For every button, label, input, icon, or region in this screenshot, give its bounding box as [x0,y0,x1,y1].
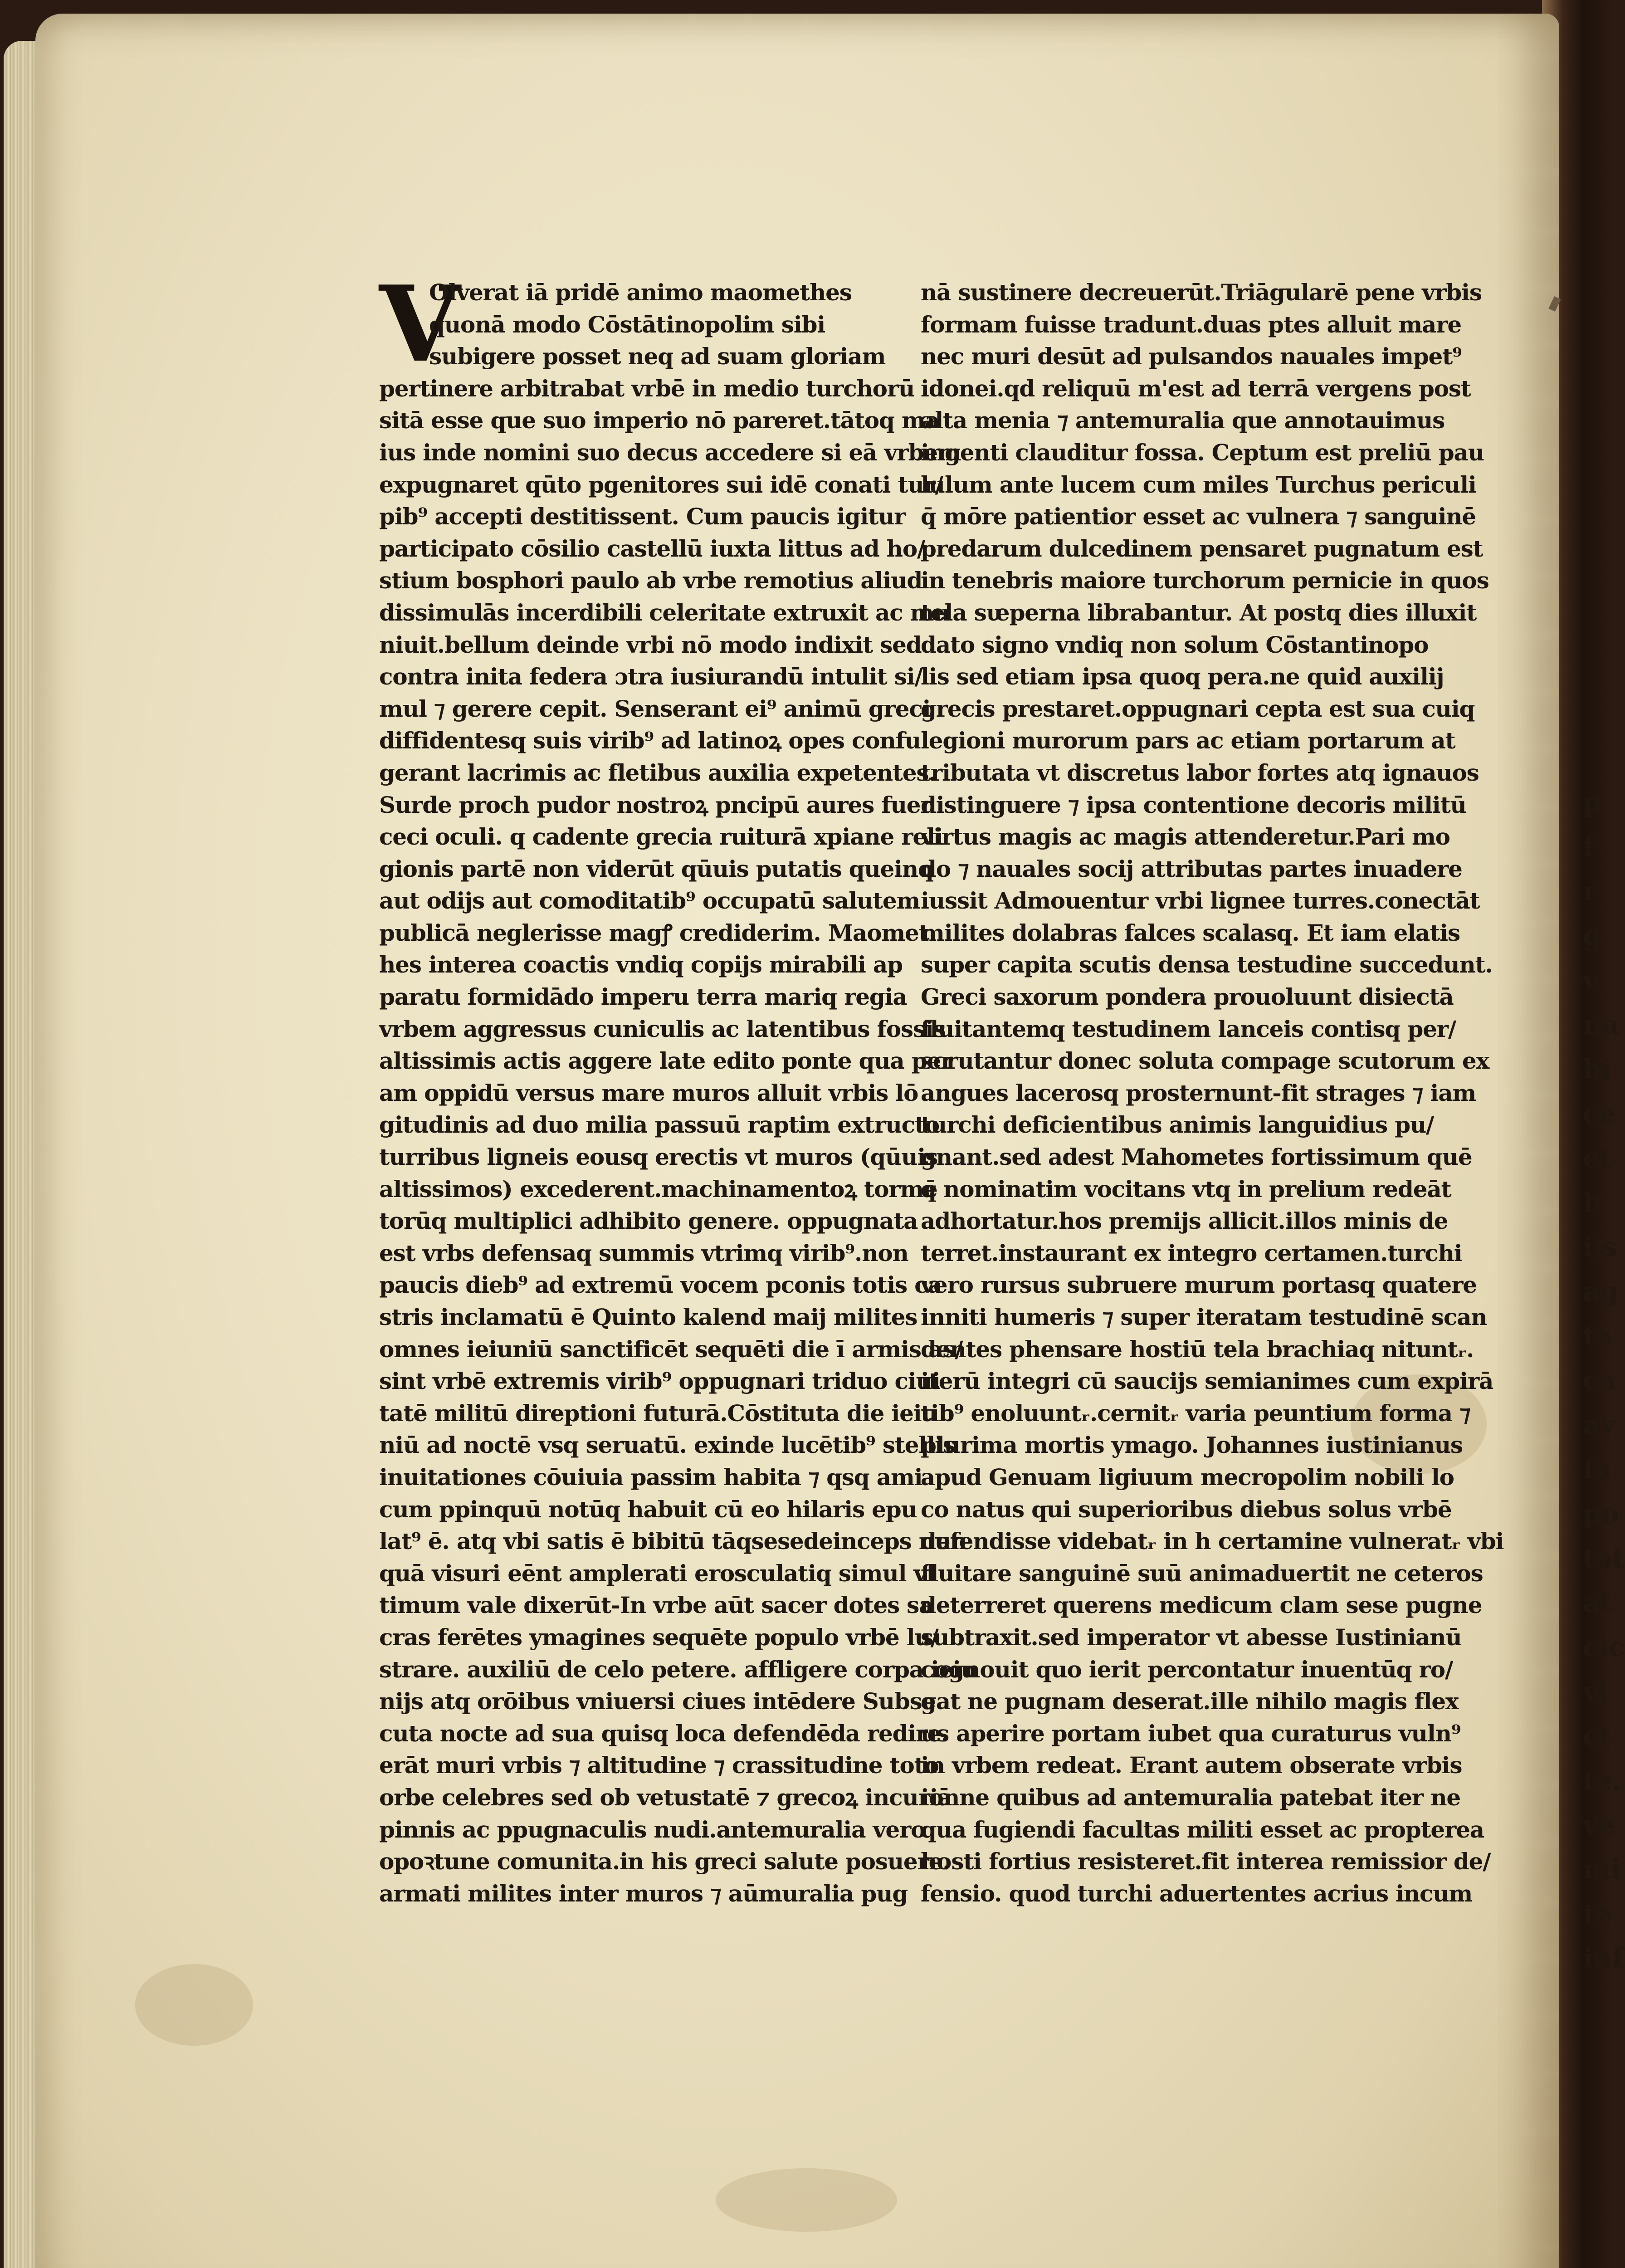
text-line: mul ⁊ gerere cepit. Senserant ei⁹ animū greci [379,695,931,722]
text-line: deterreret querens medicum clam sese pugne [921,1592,1482,1619]
text-line: lulum ante lucem cum miles Turchus periculi [921,471,1476,498]
text-line: opoꝛtune comunita.in his greci salute posuere. [379,1848,950,1875]
text-line: lis sed etiam ipsa quoq pera.ne quid auxilij [921,663,1444,690]
text-line: subigere posset neq ad suam gloriam [429,343,886,370]
text-line: hes interea coactis vndiq copijs mirabili ap [379,951,903,978]
text-line: tributata vt discretus labor fortes atq ignauos [921,759,1479,786]
text-line: hosti fortius resisteret.fit interea remissior de/ [921,1848,1491,1875]
text-line: Olverat iā pridē animo maomethes [429,279,852,306]
text-line: plurima mortis ymago. Johannes iustinianus [921,1432,1463,1459]
text-line: altissimos) excederent.machinamentoꝝ tormē [379,1175,937,1202]
text-line: tib⁹ enoluuntᵣ.cernitᵣ varia peuntium forma ⁊ [921,1399,1470,1427]
text-line: in tenebris maiore turchorum pernicie in quos [921,567,1489,594]
text-line: alta menia ⁊ antemuralia que annotauimus [921,407,1445,434]
facing-page-fragment: te [1583,1320,1612,1351]
text-line: est vrbs defensaq summis vtrimq virib⁹.non [379,1239,908,1266]
text-line: stris inclamatū ē Quinto kalend maij milites [379,1304,917,1330]
text-line: gnant.sed adest Mahometes fortissimum quē [921,1144,1472,1171]
facing-page-fragment: cic [1583,1632,1625,1662]
text-line: quonā modo Cōstātinopolim sibi [429,311,825,338]
text-line: gerant lacrimis ac fletibus auxilia expetentes. [379,759,936,786]
decorated-initial: V [379,263,460,386]
facing-page-fragment: bi [1583,1054,1611,1085]
facing-page-fragment: ag [1583,1276,1619,1307]
text-line: publicā neglerisse magꝭ crediderim. Maomet [379,919,929,946]
text-line: pinnis ac ppugnaculis nudi.antemuralia vero [379,1816,926,1843]
facing-page-fragment: na [1583,1009,1619,1040]
text-line: cuta nocte ad sua quisq loca defendēda redire. [379,1720,949,1747]
text-line: tatē militū direptioni futurā.Cōstituta die ieiu [379,1399,937,1427]
text-line: omnes ieiuniū sanctificēt sequēti die ī armis as/ [379,1335,963,1363]
text-line: super capita scutis densa testudine succedunt. [921,951,1493,978]
text-line: ionne quibus ad antemuralia patebat iter ne [921,1784,1461,1811]
text-line: vero rursus subruere murum portasq quatere [921,1271,1477,1299]
facing-page-fragment: p [1583,787,1601,818]
text-line: vrbem aggressus cuniculis ac latentibus fossis [379,1015,946,1042]
text-line: gitudinis ad duo milia passuū raptim extructo [379,1111,939,1139]
text-line: am oppidū versus mare muros alluit vrbis lō [379,1079,918,1106]
text-line: iussit Admouentur vrbi lignee turres.conectāt [921,887,1480,914]
text-line: idonei.qd reliquū m'est ad terrā vergens post [921,375,1471,402]
facing-page-fragment: inf [1583,1943,1624,1974]
text-line: milites dolabras falces scalasq. Et iam elatis [921,919,1460,946]
text-line: inuitationes cōuiuia passim habita ⁊ qsq ami [379,1463,922,1491]
facing-page-fragment: v [1583,965,1598,996]
facing-page-fragment: g [1583,920,1601,951]
text-line: distinguere ⁊ ipsa contentione decoris militū [921,791,1466,818]
facing-page-fragment: te [1583,1898,1612,1929]
text-line: nec muri desūt ad pulsandos nauales impet⁹ [921,343,1462,370]
text-line: fluitare sanguinē suū animaduertit ne ceteros [921,1559,1483,1587]
text-line: pib⁹ accepti destitissent. Cum paucis igitur [379,503,906,530]
text-line: in vrbem redeat. Erant autem obserate vrbis [921,1752,1462,1779]
text-line: defendisse videbatᵣ in h certamine vulneratᵣ vbi [921,1528,1504,1555]
facing-page-fragment: ca [1583,1365,1616,1396]
text-line: expugnaret qūto pgenitores sui idē conati tur/ [379,471,943,498]
text-line: qua fugiendi facultas militi esset ac propterea [921,1816,1484,1843]
text-line: niuit.bellum deinde vrbi nō modo indixit sed [379,631,922,658]
text-line: angues lacerosq prosternunt-fit strages ⁊ iam [921,1079,1476,1106]
text-line: stium bosphori paulo ab vrbe remotius aliud [379,567,922,594]
facing-page-fragment: h [1583,1187,1602,1218]
facing-page-fragment: po [1583,1498,1619,1529]
text-column-left [379,263,977,1910]
facing-page-fragment: ce [1583,1098,1616,1129]
facing-page-fragment: fa [1583,1454,1611,1485]
foxing-stain [716,2168,897,2232]
text-line: ius inde nomini suo decus accedere si eā vrbem [379,439,961,466]
text-line: niū ad noctē vsq seruatū. exinde lucētib⁹ stellis [379,1432,955,1459]
text-line: grecis prestaret.oppugnari cepta est sua cuiq [921,695,1475,722]
text-column-right [921,277,1504,1910]
text-line: dato signo vndiq non solum Cōstantinopo [921,631,1429,658]
text-line: dissimulās incerdibili celeritate extruxit ac mu [379,599,950,626]
text-line: participato cōsilio castellū iuxta littus ad ho/ [379,535,925,562]
text-line: nā sustinere decreuerūt.Triāgularē pene vrbis [921,279,1482,306]
text-line: turchi deficientibus animis languidius pu/ [921,1111,1434,1139]
text-line: armati milites inter muros ⁊ aūmuralia pug [379,1880,908,1907]
text-line: ceci oculi. q cadente grecia ruiturā xpiane reli [379,823,943,850]
text-line: cum ppinquū notūq habuit cū eo hilaris epu [379,1496,917,1523]
facing-page-fragment: mi [1583,1854,1621,1885]
text-line: fluitantemq testudinem lanceis contisq per/ [921,1015,1456,1042]
text-line: paucis dieb⁹ ad extremū vocem pconis totis ca [379,1271,942,1299]
text-line: us aperire portam iubet qua curaturus vuln⁹ [921,1720,1461,1747]
text-line: subtraxit.sed imperator vt abesse Iustinianū [921,1623,1462,1651]
text-line: adhortatur.hos premijs allicit.illos minis de [921,1207,1448,1235]
text-line: cras ferētes ymagines sequēte populo vrbē lu/ [379,1623,938,1651]
text-line: predarum dulcedinem pensaret pugnatum est [921,535,1483,562]
facing-page-fragment: av [1583,1409,1615,1440]
text-line: iterū integri cū saucijs semianimes cum expirā [921,1368,1493,1395]
text-line: Surde proch pudor nostroꝝ pncipū aures fuer [379,791,932,818]
text-line: tela sᵫperna librabantur. At postq dies illuxit [921,599,1477,626]
text-line: turribus ligneis eousq erectis vt muros (qūuis [379,1144,938,1171]
text-line: legioni murorum pars ac etiam portarum at [921,727,1455,754]
foxing-stain [135,1964,253,2046]
text-line: orbe celebres sed ob vetustatē ⁊ grecoꝝ incuriā [379,1784,952,1811]
text-line: dentes phensare hostiū tela brachiaq nituntᵣ. [921,1335,1474,1363]
text-line: nijs atq orōibus vniuersi ciues intēdere Subse [379,1688,936,1715]
facing-page-text [1583,780,1625,1980]
facing-page-fragment: te. [1583,1765,1621,1796]
facing-page-fragment: vi [1583,1676,1608,1707]
text-line: gionis partē non viderūt qūuis putatis queinq [379,855,933,882]
text-line: gat ne pugnam deserat.ille nihilo magis flex [921,1688,1459,1715]
text-line: lat⁹ ē. atq vbi satis ē bibitū tāqsesedeinceps nun [379,1528,967,1555]
text-line: erāt muri vrbis ⁊ altitudine ⁊ crassitudine toto [379,1752,939,1779]
text-line: fensio. quod turchi aduertentes acrius incum [921,1880,1473,1907]
text-line: sitā esse que suo imperio nō pareret.tātoq ma [379,407,939,434]
text-line: ingenti clauditur fossa. Ceptum est preliū pau [921,439,1484,466]
text-line: timum vale dixerūt-In vrbe aūt sacer dotes sa [379,1592,933,1619]
text-line: aut odijs aut comoditatib⁹ occupatū salutem [379,887,920,914]
text-line: altissimis actis aggere late edito ponte qua per [379,1047,952,1075]
facing-page-fragment: at [1583,1587,1612,1618]
text-line: q̄ mōre patientior esset ac vulnera ⁊ sanguinē [921,503,1476,530]
facing-page-fragment: et [1583,1143,1612,1173]
facing-page-fragment: r [1583,876,1597,907]
facing-page-fragment: ijs [1583,1232,1617,1262]
text-line: strare. auxiliū de celo petere. affligere corpa ieiu [379,1656,977,1683]
text-line: sint vrbē extremis virib⁹ oppugnari triduo ciui [379,1368,940,1395]
facing-page-fragment: ct [1583,1721,1611,1751]
text-line: co natus qui superioribus diebus solus vrbē [921,1496,1452,1523]
text-line: Greci saxorum pondera prouoluunt disiectā [921,983,1454,1011]
facing-page-fragment: tot [1583,1543,1625,1574]
text-line: quā visuri eēnt amplerati erosculatiq simul vl [379,1559,935,1587]
text-line: terret.instaurant ex integro certamen.turchi [921,1239,1462,1266]
text-line: paratu formidādo imperu terra mariq regia [379,983,907,1011]
text-line: inniti humeris ⁊ super iteratam testudinē scan [921,1304,1487,1330]
facing-page-fragment: ve [1583,1809,1615,1840]
text-line: q nominatim vocitans vtq in prelium redeāt [921,1175,1451,1202]
text-line: cognouit quo ierit percontatur inuentūq ro/ [921,1656,1453,1683]
text-line: apud Genuam ligiuum mecropolim nobili lo [921,1463,1454,1491]
text-line: diffidentesq suis virib⁹ ad latinoꝝ opes confu [379,727,921,754]
text-line: formam fuisse tradunt.duas ptes alluit mare [921,311,1461,338]
text-line: do ⁊ nauales socij attributas partes inuadere [921,855,1462,882]
text-line: virtus magis ac magis attenderetur.Pari mo [921,823,1450,850]
text-line: scrutantur donec soluta compage scutorum ex [921,1047,1489,1075]
facing-page-fragment: f [1583,831,1594,862]
text-line: contra inita federa ɔtra iusiurandū intulit si/ [379,663,922,690]
text-line: torūq multiplici adhibito genere. oppugnata [379,1207,918,1235]
text-line: pertinere arbitrabat vrbē in medio turchorū [379,375,915,402]
